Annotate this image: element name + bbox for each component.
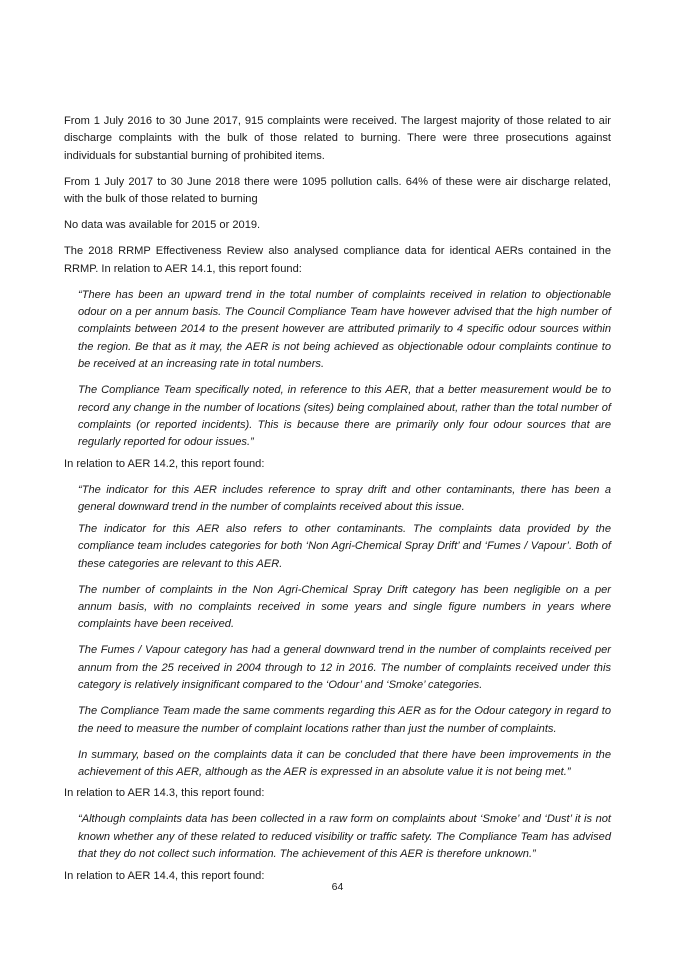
paragraph-aer-14-3-intro: In relation to AER 14.3, this report found: bbox=[64, 787, 265, 800]
paragraph-aer-14-2-intro: In relation to AER 14.2, this report found: bbox=[64, 457, 265, 470]
quote-aer-14-2-part-5: The Compliance Team made the same comments regarding this AER as for the Odour category in regard to the need to measure the number of complaint locations rather than just the number of complaints. bbox=[78, 705, 611, 735]
quote-aer-14-1-part-1: “There has been an upward trend in the total number of complaints received in relation to objectionable odour on a per annum basis. The Council Compliance Team have however advised that the high number of complaints between 2014 to the present however are attributed primarily to 4 specific odour sources within the region. Be that as it may, the AER is not being achieved as objectionable odour complaints continue to be received at an increasing rate in total numbers. bbox=[78, 288, 611, 371]
page-content bbox=[64, 113, 611, 894]
quote-aer-14-3: “Although complaints data has been collected in a raw form on complaints about ‘Smoke’ and ‘Dust’ it is not known whether any of these related to reduced visibility or traffic safety. The Compliance Team has advised that they do not collect such information. The achievement of this AER is therefore unknown.” bbox=[78, 813, 611, 861]
paragraph-aer-14-4-intro: In relation to AER 14.4, this report found: bbox=[64, 869, 265, 882]
page-number: 64 bbox=[331, 881, 344, 893]
quote-aer-14-2-part-4: The Fumes / Vapour category has had a general downward trend in the number of complaints received per annum from the 25 received in 2004 through to 12 in 2016. The number of complaints received under this category is relatively insignificant compared to the ‘Odour’ and ‘Smoke’ categories. bbox=[78, 644, 611, 692]
paragraph-complaints-2016-2017: From 1 July 2016 to 30 June 2017, 915 complaints were received. The largest majority of those related to air discharge complaints with the bulk of those related to burning. There were three prosecutions against individuals for substantial burning of prohibited items. bbox=[64, 115, 611, 162]
quote-aer-14-2-part-6: In summary, based on the complaints data it can be concluded that there have been improvements in the achievement of this AER, although as the AER is expressed in an absolute value it is not being met.” bbox=[78, 748, 611, 778]
quote-aer-14-1-part-2: The Compliance Team specifically noted, in reference to this AER, that a better measurement would be to record any change in the number of locations (sites) being complained about, rather than the total number of complaints (or reported incidents). This is because there are primarily only four odour sources that are regularly reported for odour issues.” bbox=[78, 384, 611, 449]
quote-aer-14-2-part-1: “The indicator for this AER includes reference to spray drift and other contaminants, there has been a general downward trend in the number of complaints received about this issue. bbox=[78, 483, 611, 514]
quote-aer-14-2-part-3: The number of complaints in the Non Agri-Chemical Spray Drift category has been negligible on a per annum basis, with no complaints received in some years and single figure numbers in years where complaints have been received. bbox=[78, 583, 611, 631]
paragraph-pollution-calls-2017-2018: From 1 July 2017 to 30 June 2018 there were 1095 pollution calls. 64% of these were air discharge related, with the bulk of those related to burning bbox=[64, 175, 611, 206]
quote-aer-14-2-part-2: The indicator for this AER also refers to other contaminants. The complaints data provided by the compliance team includes categories for both ‘Non Agri-Chemical Spray Drift’ and ‘Fumes / Vapour’. Both of these categories are relevant to this AER. bbox=[78, 522, 611, 570]
paragraph-no-data: No data was available for 2015 or 2019. bbox=[64, 219, 261, 232]
paragraph-effectiveness-review: The 2018 RRMP Effectiveness Review also analysed compliance data for identical AERs contained in the RRMP. In relation to AER 14.1, this report found: bbox=[64, 245, 611, 275]
